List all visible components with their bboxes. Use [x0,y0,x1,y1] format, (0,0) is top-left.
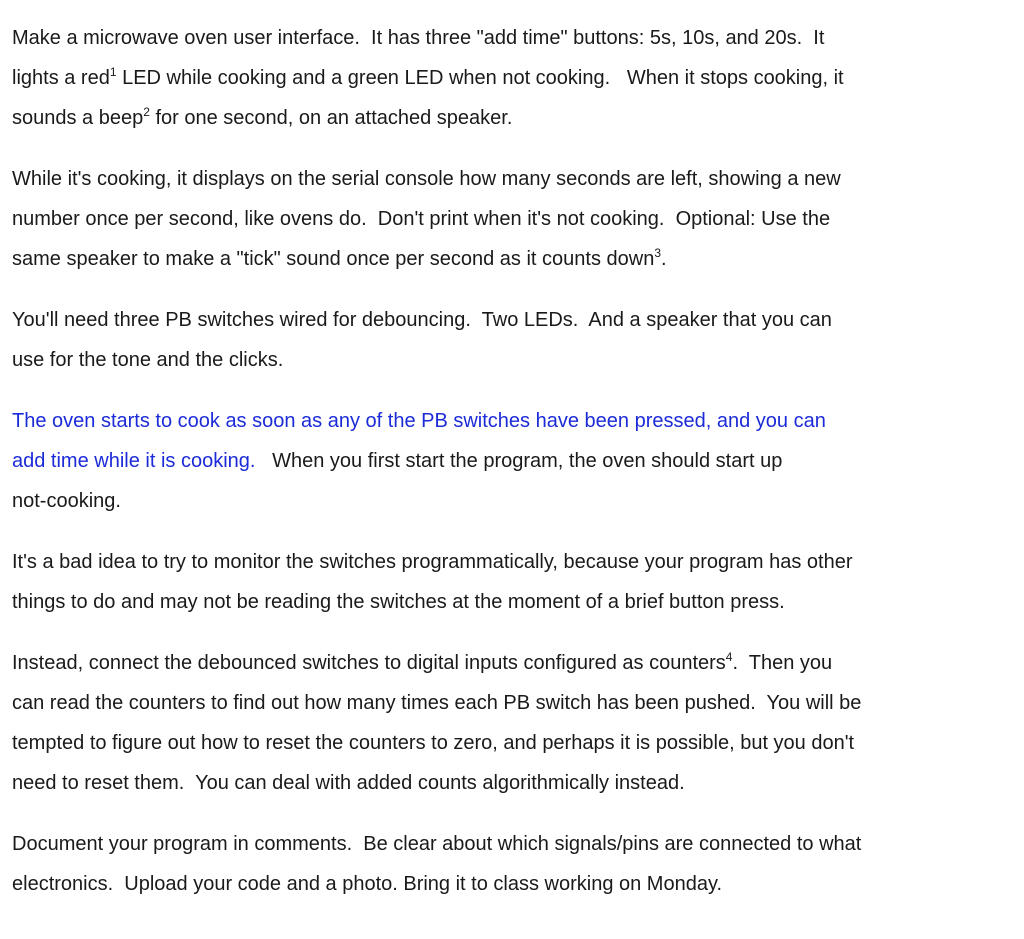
text-segment: electronics. Upload your code and a photo. Bring it to class working on Monday. [12,873,723,895]
text-line [12,340,1012,380]
highlighted-text: add time while it is cooking. [12,450,256,472]
text-line [12,542,1012,582]
text-segment: LED while cooking and a green LED when not cooking. When it stops cooking, it [116,67,844,89]
text-line [12,824,1012,864]
text-segment: can read the counters to find out how many times each PB switch has been pushed. You will be [12,692,862,714]
text-line [12,683,1012,723]
text-line [12,582,1012,622]
text-line [12,239,1012,279]
text-segment: tempted to figure out how to reset the counters to zero, and perhaps it is possible, but you don't [12,732,855,754]
text-line [12,199,1012,239]
text-segment: need to reset them. You can deal with added counts algorithmically instead. [12,772,685,794]
paragraph [12,159,1012,279]
text-segment: lights a red [12,67,110,89]
text-segment: not-cooking. [12,490,121,512]
text-line [12,441,1012,481]
footnote-marker: 1 [109,65,117,79]
paragraph [12,824,1012,904]
text-line [12,98,1012,138]
text-segment: Make a microwave oven user interface. It has three "add time" buttons: 5s, 10s, and 20s. It [12,27,825,49]
text-line [12,864,1012,904]
paragraph [12,300,1012,380]
text-segment: When you first start the program, the oven should start up [255,450,783,472]
paragraph [12,18,1012,138]
text-segment: for one second, on an attached speaker. [149,107,513,129]
text-line [12,401,1012,441]
text-segment: use for the tone and the clicks. [12,349,284,371]
text-segment: . Then you [732,652,833,674]
text-segment: It's a bad idea to try to monitor the switches programmatically, because your program has other [12,551,853,573]
text-segment: number once per second, like ovens do. Don't print when it's not cooking. Optional: Use the [12,208,831,230]
text-line [12,18,1012,58]
text-segment: . [661,248,667,270]
paragraph [12,643,1012,803]
text-segment: You'll need three PB switches wired for debouncing. Two LEDs. And a speaker that you can [12,309,832,331]
text-segment: While it's cooking, it displays on the serial console how many seconds are left, showing a new [12,168,841,190]
footnote-marker: 4 [725,650,733,664]
text-line [12,159,1012,199]
text-line [12,723,1012,763]
text-segment: things to do and may not be reading the switches at the moment of a brief button press. [12,591,785,613]
text-line [12,763,1012,803]
text-segment: same speaker to make a "tick" sound once per second as it counts down [12,248,655,270]
text-line [12,58,1012,98]
highlighted-text: The oven starts to cook as soon as any of the PB switches have been pressed, and you can [12,410,826,432]
footnote-marker: 3 [654,246,662,260]
text-line [12,643,1012,683]
paragraph [12,401,1012,521]
paragraph [12,542,1012,622]
text-line [12,481,1012,521]
text-line [12,300,1012,340]
text-segment: Document your program in comments. Be clear about which signals/pins are connected to what [12,833,862,855]
text-segment: sounds a beep [12,107,144,129]
footnote-marker: 2 [143,105,150,119]
text-segment: Instead, connect the debounced switches to digital inputs configured as counters [12,652,726,674]
